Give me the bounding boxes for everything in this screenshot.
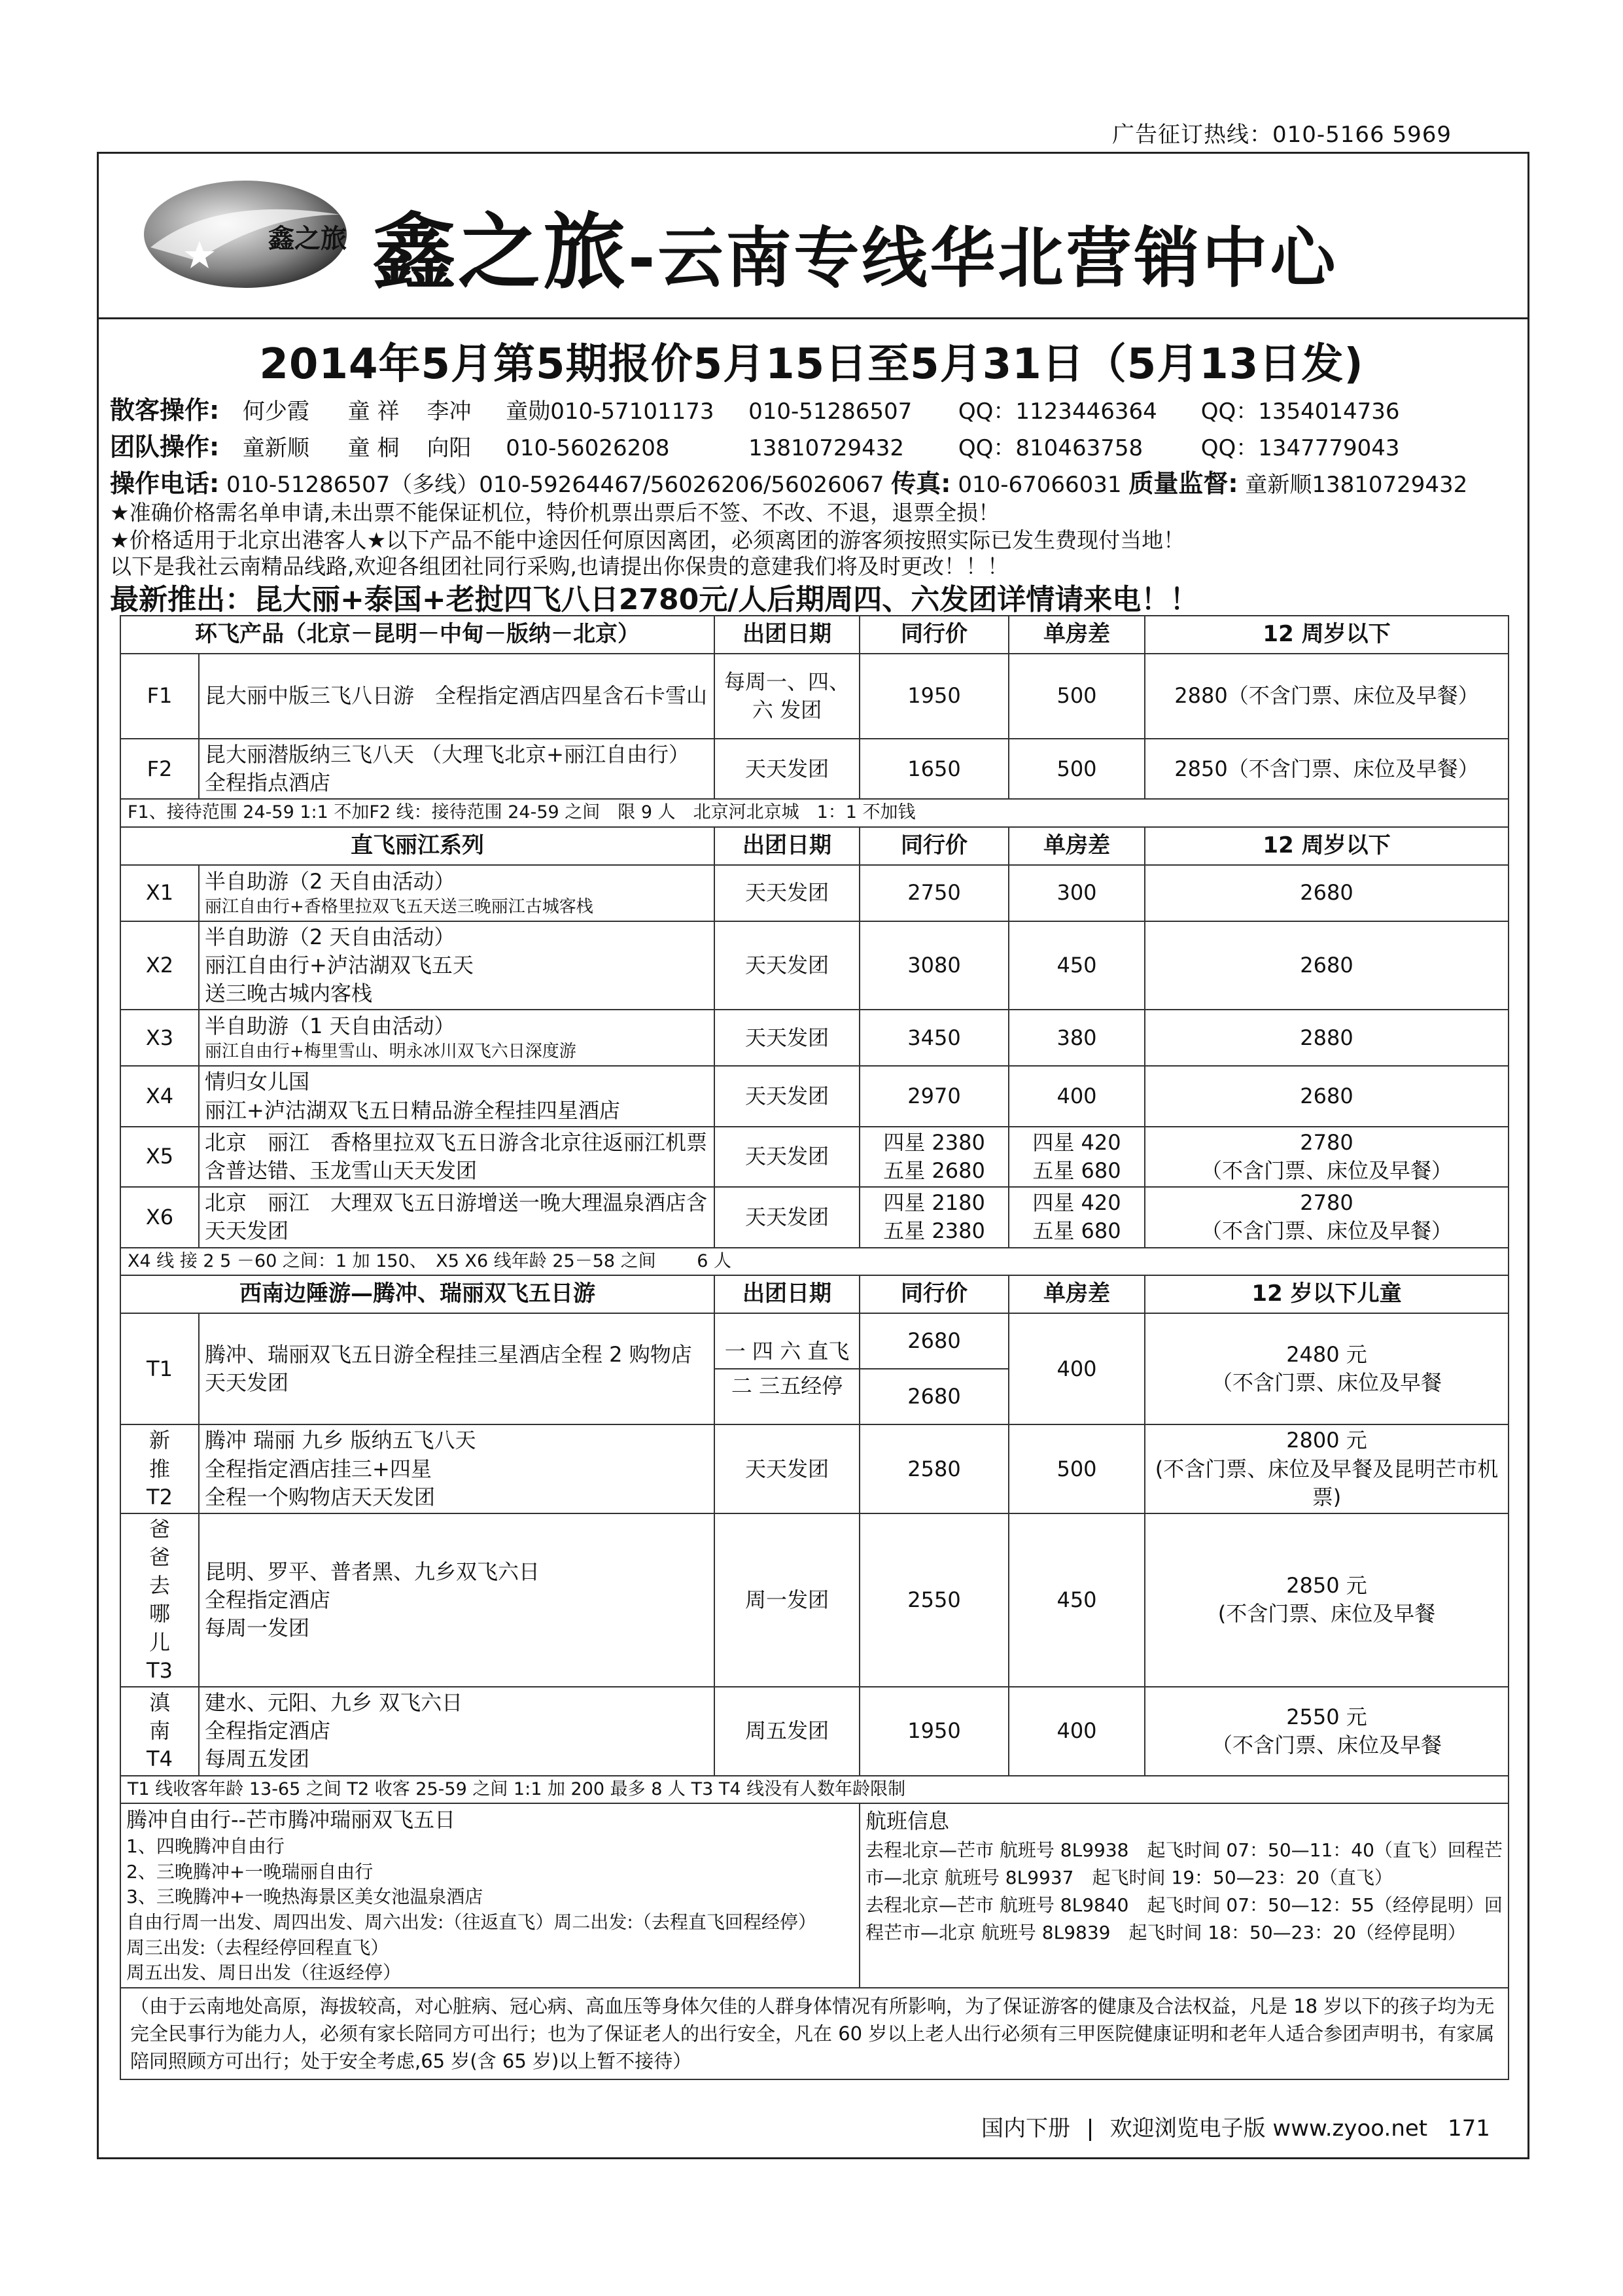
sanke-1: 童 祥 xyxy=(347,398,400,425)
section3-note: T1 线收客年龄 13-65 之间 T2 收客 25-59 之间 1:1 加 200 最多 8 人 T3 T4 线没有人数年龄限制 xyxy=(120,1776,1509,1803)
tengchong-title: 腾冲自由行--芒市腾冲瑞丽双飞五日 xyxy=(126,1807,456,1832)
row-child: 2550 元 （不含门票、床位及早餐 xyxy=(1145,1687,1509,1776)
row-single: 四星 420 五星 680 xyxy=(1009,1187,1145,1247)
supervise-label: 质量监督: xyxy=(1128,469,1238,498)
brand-subtitle: -云南专线华北营销中心 xyxy=(628,220,1338,296)
row-single: 380 xyxy=(1009,1010,1145,1066)
tuandui-row xyxy=(110,427,1400,463)
logo-text: 鑫之旅 xyxy=(268,223,347,254)
row-price: 2580 xyxy=(860,1424,1009,1513)
row-single: 400 xyxy=(1009,1687,1145,1776)
table-row xyxy=(120,654,1509,739)
brand-title xyxy=(373,186,1338,305)
row-desc: 昆大丽中版三飞八日游 全程指定酒店四星含石卡雪山 xyxy=(199,654,714,739)
phone-label: 操作电话: xyxy=(110,469,220,498)
flights-title: 航班信息 xyxy=(865,1809,950,1833)
info-row xyxy=(120,1803,1509,1988)
tuandui-3: 010-56026208 xyxy=(506,435,670,461)
row-single: 300 xyxy=(1009,865,1145,921)
tuandui-label: 团队操作: xyxy=(110,433,220,461)
row-price: 1950 xyxy=(860,654,1009,739)
tuandui-4: 13810729432 xyxy=(748,435,905,461)
row-date-split xyxy=(714,1313,860,1424)
row-code: F1 xyxy=(120,654,199,739)
table-row xyxy=(120,1313,1509,1424)
tengchong-line: 周三出发:（去程经停回程直飞） xyxy=(126,1936,389,1958)
footer-right: 欢迎浏览电子版 www.zyoo.net xyxy=(1109,2115,1428,2142)
flight-line: 去程北京—芒市 航班号 8L9938 起飞时间 07：50—11：40（直飞）回程芒市—北京 航班号 8L9937 起飞时间 19：50—23：20（直飞） xyxy=(865,1839,1503,1888)
row-child: 2800 元 (不含门票、床位及早餐及昆明芒市机票) xyxy=(1145,1424,1509,1513)
row-single: 500 xyxy=(1009,1424,1145,1513)
col-date: 出团日期 xyxy=(714,827,860,865)
row-date: 周一发团 xyxy=(714,1513,860,1687)
row-single: 450 xyxy=(1009,1513,1145,1687)
row-child: 2850 元 (不含门票、床位及早餐 xyxy=(1145,1513,1509,1687)
promo-line: 最新推出：昆大丽+泰国+老挝四飞八日2780元/人后期周四、六发团详情请来电！！ xyxy=(110,583,1199,616)
row-price: 3450 xyxy=(860,1010,1009,1066)
flight-line: 去程北京—芒市 航班号 8L9840 起飞时间 07：50—12：55（经停昆明）回程芒市—北京 航班号 8L9839 起飞时间 18：50—23：20（经停昆明） xyxy=(865,1894,1503,1943)
sanke-3: 童勋010-57101173 xyxy=(506,398,714,425)
row-sub: 丽江自由行+香格里拉双飞五天送三晚丽江古城客栈 xyxy=(205,896,593,917)
tuandui-0: 童新顺 xyxy=(242,435,309,461)
col-date: 出团日期 xyxy=(714,1275,860,1313)
sanke-row xyxy=(110,390,1400,426)
row-price: 四星 2180 五星 2380 xyxy=(860,1187,1009,1247)
table-row xyxy=(120,739,1509,799)
row-single: 400 xyxy=(1009,1313,1145,1424)
row-desc: 半自助游（1 天自由活动） xyxy=(205,1014,455,1039)
page-number: 171 xyxy=(1447,2115,1490,2142)
row-price: 1950 xyxy=(860,1687,1009,1776)
row-code: X4 xyxy=(120,1066,199,1126)
table-row xyxy=(120,1424,1509,1513)
row-date: 天天发团 xyxy=(714,1010,860,1066)
row-child: 2680 xyxy=(1145,865,1509,921)
row-code: T1 xyxy=(120,1313,199,1424)
sanke-0: 何少霞 xyxy=(242,398,309,425)
row-code: F2 xyxy=(120,739,199,799)
table-row xyxy=(120,1127,1509,1187)
row-price: 2550 xyxy=(860,1513,1009,1687)
row-code: X2 xyxy=(120,921,199,1010)
row-child: 2480 元 （不含门票、床位及早餐 xyxy=(1145,1313,1509,1424)
row-desc: 情归女儿国 丽江+泸沽湖双飞五日精品游全程挂四星酒店 xyxy=(199,1066,714,1126)
health-notice: （由于云南地处高原，海拔较高，对心脏病、冠心病、高血压等身体欠佳的人群身体情况有所影响，为了保证游客的健康及合法权益，凡是 18 岁以下的孩子均为无完全民事行为能力人，必须有家长陪同方可出行；也为了保证老人的出行安全，凡在 60 岁以上老人出行必须有三甲医院健康证明和老年人适合参团声明书，有家属陪同照顾方可出行；处于安全考虑,65 岁(含 65 岁)以上暂不接待） xyxy=(120,1988,1509,2079)
row-price: 2970 xyxy=(860,1066,1009,1126)
fax-label: 传真: xyxy=(891,469,951,498)
row-single: 450 xyxy=(1009,921,1145,1010)
row-date: 天天发团 xyxy=(714,1127,860,1187)
tengchong-line: 周五出发、周日出发（往返经停） xyxy=(126,1962,402,1984)
col-child: 12 岁以下儿童 xyxy=(1145,1275,1509,1313)
row-single: 四星 420 五星 680 xyxy=(1009,1127,1145,1187)
tengchong-line: 1、四晚腾冲自由行 xyxy=(126,1835,285,1858)
row-single: 400 xyxy=(1009,1066,1145,1126)
price-direct: 2680 xyxy=(907,1328,961,1353)
table-row xyxy=(120,1687,1509,1776)
row-date: 天天发团 xyxy=(714,865,860,921)
col-child: 12 周岁以下 xyxy=(1145,616,1509,654)
row-desc: 腾冲、瑞丽双飞五日游全程挂三星酒店全程 2 购物店天天发团 xyxy=(199,1313,714,1424)
issue-title: 2014年5月第5期报价5月15日至5月31日（5月13日发) xyxy=(259,340,1364,389)
row-code: X5 xyxy=(120,1127,199,1187)
row-desc: 北京 丽江 香格里拉双飞五日游含北京往返丽江机票含普达错、玉龙雪山天天发团 xyxy=(199,1127,714,1187)
row-date: 周五发团 xyxy=(714,1687,860,1776)
row-date: 天天发团 xyxy=(714,1424,860,1513)
row-child: 2850（不含门票、床位及早餐） xyxy=(1145,739,1509,799)
row-price-split xyxy=(860,1313,1009,1424)
row-price: 3080 xyxy=(860,921,1009,1010)
col-child: 12 周岁以下 xyxy=(1145,827,1509,865)
date-direct: 一 四 六 直飞 xyxy=(724,1338,850,1364)
row-price: 1650 xyxy=(860,739,1009,799)
col-date: 出团日期 xyxy=(714,616,860,654)
note-line-2: ★价格适用于北京出港客人★以下产品不能中途因任何原因离团，必须离团的游客须按照实际已发生费现付当地！ xyxy=(110,527,1185,553)
row-desc: 昆大丽潜版纳三飞八天 （大理飞北京+丽江自由行）全程指点酒店 xyxy=(199,739,714,799)
row-single: 500 xyxy=(1009,739,1145,799)
row-child: 2880（不含门票、床位及早餐） xyxy=(1145,654,1509,739)
row-date: 天天发团 xyxy=(714,1187,860,1247)
section2-note: X4 线 接 2 5 －60 之间：1 加 150、 X5 X6 线年龄 25－58 之间 6 人 xyxy=(120,1248,1509,1275)
phone-row xyxy=(110,463,1467,499)
note-line-1: ★准确价格需名单申请,未出票不能保证机位，特价机票出票后不签、不改、不退，退票全损！ xyxy=(110,500,1000,525)
supervise-value: 童新顺13810729432 xyxy=(1245,472,1468,498)
tuandui-6: QQ：1347779043 xyxy=(1200,435,1400,461)
row-desc: 昆明、罗平、普者黑、九乡双飞六日 全程指定酒店 每周一发团 xyxy=(199,1513,714,1687)
table-row xyxy=(120,1010,1509,1066)
sanke-6: QQ：1354014736 xyxy=(1200,398,1400,425)
tengchong-line: 3、三晚腾冲+一晚热海景区美女池温泉酒店 xyxy=(126,1886,483,1908)
tengchong-box xyxy=(120,1803,860,1988)
ad-hotline: 广告征订热线：010-5166 5969 xyxy=(1112,122,1452,148)
row-desc-cell xyxy=(199,865,714,921)
row-child: 2680 xyxy=(1145,921,1509,1010)
date-stopover: 二 三五经停 xyxy=(715,1368,859,1403)
table-row xyxy=(120,921,1509,1010)
section1-title: 环飞产品（北京－昆明－中甸－版纳－北京） xyxy=(120,616,714,654)
tengchong-line: 自由行周一出发、周四出发、周六出发:（往返直飞）周二出发:（去程直飞回程经停） xyxy=(126,1911,816,1934)
price-table xyxy=(120,615,1509,2080)
col-price: 同行价 xyxy=(860,616,1009,654)
sanke-2: 李冲 xyxy=(427,398,472,425)
row-date: 每周一、四、六 发团 xyxy=(714,654,860,739)
col-price: 同行价 xyxy=(860,827,1009,865)
row-desc: 半自助游（2 天自由活动） 丽江自由行+泸沽湖双飞五天 送三晚古城内客栈 xyxy=(199,921,714,1010)
tengchong-line: 2、三晚腾冲+一晚瑞丽自由行 xyxy=(126,1860,374,1882)
row-child: 2880 xyxy=(1145,1010,1509,1066)
section3-title: 西南边陲游—腾冲、瑞丽双飞五日游 xyxy=(120,1275,714,1313)
col-single: 单房差 xyxy=(1009,616,1145,654)
row-desc: 建水、元阳、九乡 双飞六日 全程指定酒店 每周五发团 xyxy=(199,1687,714,1776)
tuandui-1: 童 桐 xyxy=(347,435,400,461)
row-code: 滇 南 T4 xyxy=(120,1687,199,1776)
sanke-label: 散客操作: xyxy=(110,396,220,425)
page-footer xyxy=(981,2110,1490,2142)
row-price: 2750 xyxy=(860,865,1009,921)
company-logo xyxy=(137,169,353,300)
row-code: 新 推 T2 xyxy=(120,1424,199,1513)
flights-box xyxy=(860,1803,1509,1988)
tuandui-5: QQ：810463758 xyxy=(958,435,1143,461)
note-line-3: 以下是我社云南精品线路,欢迎各组团社同行采购,也请提出你保贵的意建我们将及时更改！！！ xyxy=(110,554,1009,579)
row-single: 500 xyxy=(1009,654,1145,739)
phone-value: 010-51286507（多线）010-59264467/56026206/56026067 xyxy=(226,472,884,498)
brand-name: 鑫之旅 xyxy=(373,203,628,300)
price-stopover: 2680 xyxy=(860,1368,1008,1424)
row-code: X3 xyxy=(120,1010,199,1066)
row-date: 天天发团 xyxy=(714,739,860,799)
row-sub: 丽江自由行+梅里雪山、明永冰川双飞六日深度游 xyxy=(205,1042,576,1062)
section2-header xyxy=(120,827,1509,865)
section3-header xyxy=(120,1275,1509,1313)
section2-title: 直飞丽江系列 xyxy=(120,827,714,865)
col-price: 同行价 xyxy=(860,1275,1009,1313)
row-child: 2780 （不含门票、床位及早餐） xyxy=(1145,1127,1509,1187)
row-child: 2680 xyxy=(1145,1066,1509,1126)
row-desc-cell xyxy=(199,1010,714,1066)
row-code: X6 xyxy=(120,1187,199,1247)
row-date: 天天发团 xyxy=(714,921,860,1010)
row-price: 四星 2380 五星 2680 xyxy=(860,1127,1009,1187)
row-code: 爸 爸 去 哪 儿 T3 xyxy=(120,1513,199,1687)
col-single: 单房差 xyxy=(1009,1275,1145,1313)
section1-header xyxy=(120,616,1509,654)
row-child: 2780 （不含门票、床位及早餐） xyxy=(1145,1187,1509,1247)
tuandui-2: 向阳 xyxy=(427,435,472,461)
table-row xyxy=(120,865,1509,921)
footer-left: 国内下册 xyxy=(981,2115,1070,2142)
fax-value: 010-67066031 xyxy=(958,472,1122,498)
table-row xyxy=(120,1066,1509,1126)
sanke-4: 010-51286507 xyxy=(748,398,913,425)
row-date: 天天发团 xyxy=(714,1066,860,1126)
section1-note: F1、接待范围 24-59 1:1 不加F2 线：接待范围 24-59 之间 限 9 人 北京河北京城 1：1 不加钱 xyxy=(120,799,1509,826)
row-desc: 腾冲 瑞丽 九乡 版纳五飞八天 全程指定酒店挂三+四星 全程一个购物店天天发团 xyxy=(199,1424,714,1513)
row-desc: 半自助游（2 天自由活动） xyxy=(205,868,455,894)
row-code: X1 xyxy=(120,865,199,921)
row-desc: 北京 丽江 大理双飞五日游增送一晚大理温泉酒店含天天发团 xyxy=(199,1187,714,1247)
table-row xyxy=(120,1187,1509,1247)
col-single: 单房差 xyxy=(1009,827,1145,865)
table-row xyxy=(120,1513,1509,1687)
sanke-5: QQ：1123446364 xyxy=(958,398,1157,425)
